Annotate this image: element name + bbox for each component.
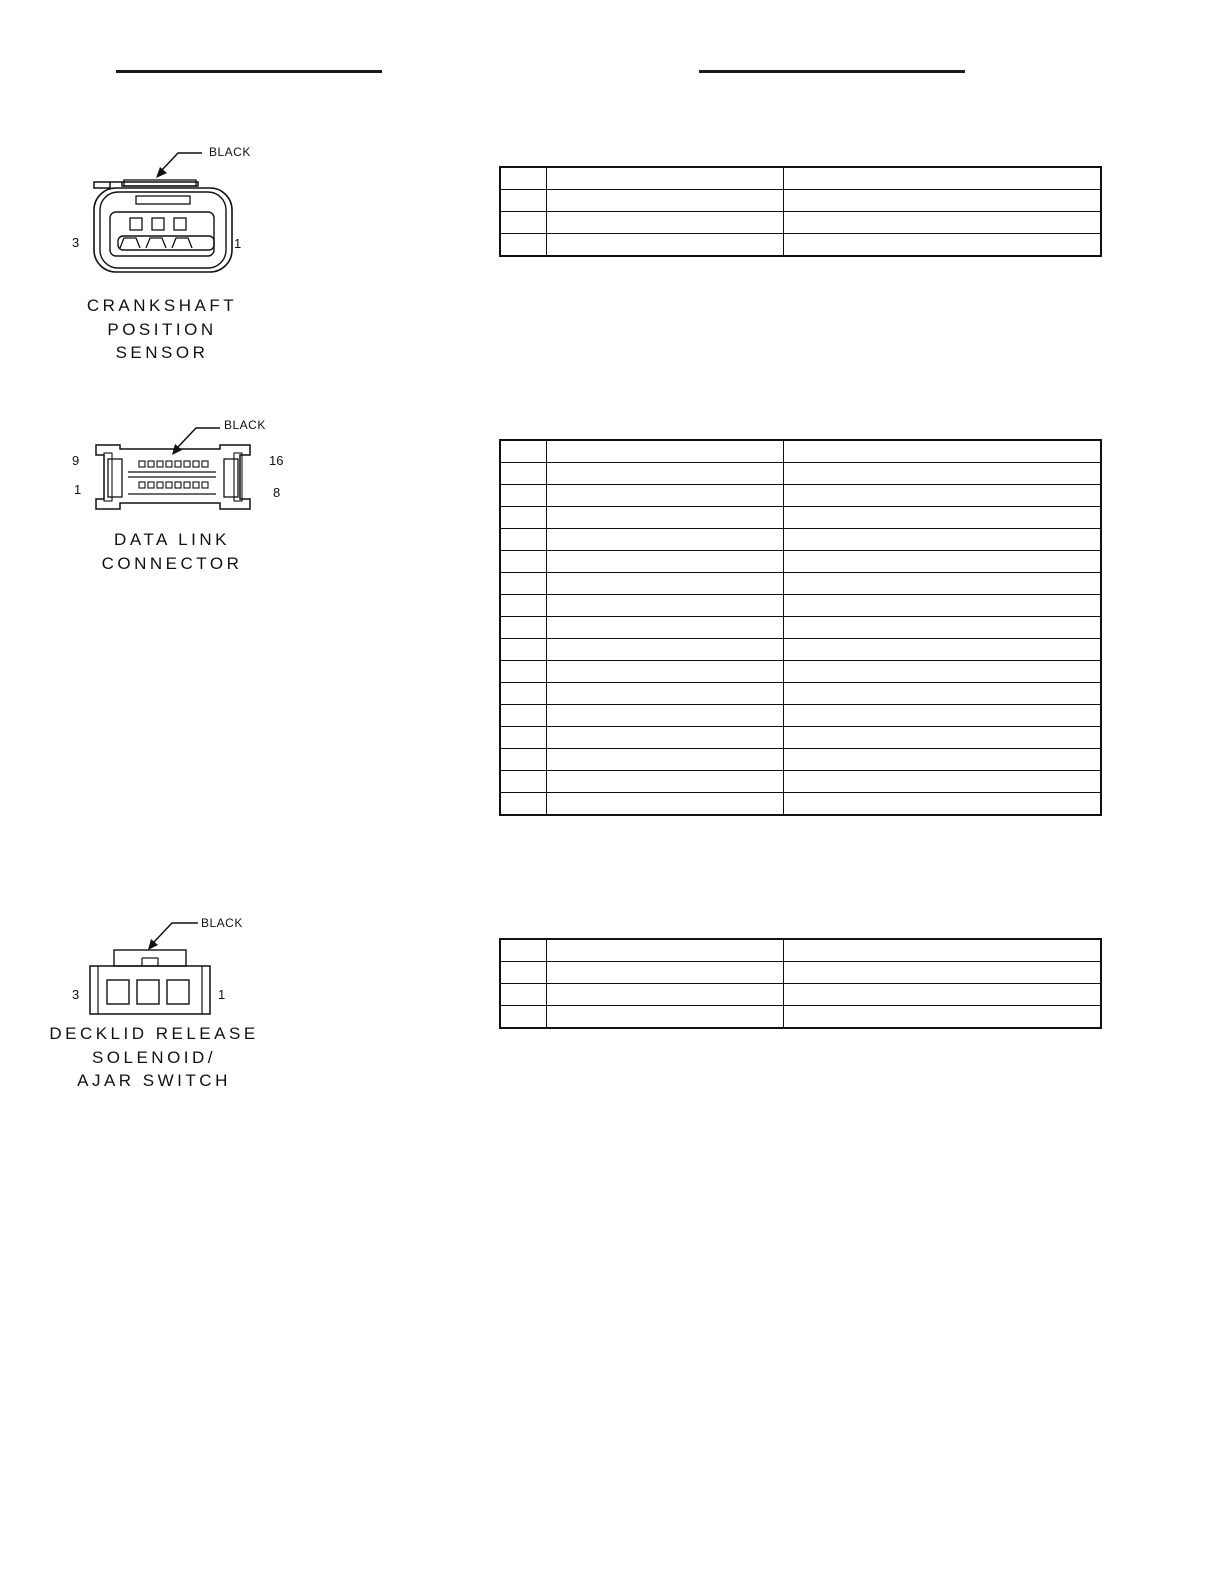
- circuit-cell: [547, 705, 784, 727]
- header-rule-right: [699, 70, 965, 73]
- circuit-cell: [547, 529, 784, 551]
- cavity-cell: [500, 190, 547, 212]
- table-row: [500, 507, 1101, 529]
- cavity-cell: [500, 167, 547, 190]
- circuit-cell: [547, 793, 784, 816]
- pin-number-label: 9: [72, 453, 80, 468]
- header-rule-left: [116, 70, 382, 73]
- circuit-cell: [547, 939, 784, 962]
- cavity-cell: [500, 639, 547, 661]
- pin-number-label: 1: [234, 236, 242, 251]
- table-row: [500, 190, 1101, 212]
- circuit-cell: [547, 639, 784, 661]
- cavity-cell: [500, 212, 547, 234]
- circuit-cell: [547, 440, 784, 463]
- decklid-pinout-table: [499, 938, 1102, 1029]
- function-cell: [784, 939, 1102, 962]
- cavity-cell: [500, 595, 547, 617]
- table-row: [500, 617, 1101, 639]
- table-row: [500, 661, 1101, 683]
- connector-title-line: AJAR SWITCH: [77, 1071, 231, 1090]
- table-row: [500, 793, 1101, 816]
- circuit-cell: [547, 212, 784, 234]
- data-link-pinout-table: [499, 439, 1102, 816]
- connector-title-line: SOLENOID/: [91, 1047, 217, 1067]
- circuit-cell: [547, 1006, 784, 1029]
- circuit-cell: [547, 485, 784, 507]
- cavity-cell: [500, 551, 547, 573]
- table-row: [500, 1006, 1101, 1029]
- pin-number-label: 16: [269, 453, 284, 468]
- function-cell: [784, 507, 1102, 529]
- function-cell: [784, 440, 1102, 463]
- connector-3-pin-oval-drawing: [90, 140, 250, 280]
- cavity-cell: [500, 939, 547, 962]
- table-row: [500, 727, 1101, 749]
- cavity-cell: [500, 440, 547, 463]
- circuit-cell: [547, 507, 784, 529]
- function-cell: [784, 771, 1102, 793]
- crankshaft-pinout-table: [499, 166, 1102, 257]
- function-cell: [784, 793, 1102, 816]
- function-cell: [784, 573, 1102, 595]
- circuit-cell: [547, 661, 784, 683]
- connector-color-label: BLACK: [209, 145, 251, 159]
- circuit-cell: [547, 771, 784, 793]
- connector-title-line: POSITION: [107, 319, 217, 339]
- table-row: [500, 234, 1101, 257]
- circuit-cell: [547, 984, 784, 1006]
- circuit-cell: [547, 683, 784, 705]
- function-cell: [784, 190, 1102, 212]
- connector-title-line: DECKLID RELEASE: [49, 1024, 259, 1043]
- function-cell: [784, 212, 1102, 234]
- connector-title-line: CRANKSHAFT: [86, 296, 238, 315]
- function-cell: [784, 1006, 1102, 1029]
- circuit-cell: [547, 167, 784, 190]
- table-row: [500, 962, 1101, 984]
- cavity-cell: [500, 485, 547, 507]
- circuit-cell: [547, 573, 784, 595]
- crankshaft-position-sensor-diagram: [90, 140, 250, 280]
- function-cell: [784, 234, 1102, 257]
- pin-number-label: 1: [74, 482, 82, 497]
- function-cell: [784, 749, 1102, 771]
- pin-number-label: 3: [72, 987, 80, 1002]
- table-row: [500, 463, 1101, 485]
- table-row: [500, 440, 1101, 463]
- function-cell: [784, 529, 1102, 551]
- function-cell: [784, 551, 1102, 573]
- table-row: [500, 167, 1101, 190]
- circuit-cell: [547, 551, 784, 573]
- cavity-cell: [500, 529, 547, 551]
- function-cell: [784, 984, 1102, 1006]
- cavity-cell: [500, 661, 547, 683]
- function-cell: [784, 463, 1102, 485]
- cavity-cell: [500, 793, 547, 816]
- cavity-cell: [500, 234, 547, 257]
- pin-number-label: 8: [273, 485, 281, 500]
- circuit-cell: [547, 234, 784, 257]
- table-row: [500, 771, 1101, 793]
- circuit-cell: [547, 190, 784, 212]
- cavity-cell: [500, 749, 547, 771]
- cavity-cell: [500, 507, 547, 529]
- circuit-cell: [547, 727, 784, 749]
- pin-number-label: 1: [218, 987, 226, 1002]
- cavity-cell: [500, 962, 547, 984]
- circuit-cell: [547, 962, 784, 984]
- connector-color-label: BLACK: [201, 916, 243, 930]
- table-row: [500, 705, 1101, 727]
- function-cell: [784, 727, 1102, 749]
- cavity-cell: [500, 984, 547, 1006]
- function-cell: [784, 683, 1102, 705]
- function-cell: [784, 617, 1102, 639]
- function-cell: [784, 639, 1102, 661]
- connector-color-label: BLACK: [224, 418, 266, 432]
- table-row: [500, 485, 1101, 507]
- connector-title-line: SENSOR: [115, 343, 209, 362]
- cavity-cell: [500, 463, 547, 485]
- function-cell: [784, 661, 1102, 683]
- function-cell: [784, 962, 1102, 984]
- table-row: [500, 939, 1101, 962]
- table-row: [500, 212, 1101, 234]
- cavity-cell: [500, 727, 547, 749]
- function-cell: [784, 485, 1102, 507]
- function-cell: [784, 167, 1102, 190]
- table-row: [500, 551, 1101, 573]
- pin-number-label: 3: [72, 235, 80, 250]
- cavity-cell: [500, 573, 547, 595]
- circuit-cell: [547, 595, 784, 617]
- cavity-cell: [500, 1006, 547, 1029]
- cavity-cell: [500, 705, 547, 727]
- table-row: [500, 749, 1101, 771]
- table-row: [500, 529, 1101, 551]
- cavity-cell: [500, 771, 547, 793]
- table-row: [500, 639, 1101, 661]
- table-row: [500, 984, 1101, 1006]
- connector-title: [72, 528, 272, 575]
- circuit-cell: [547, 749, 784, 771]
- connector-title: [44, 1022, 264, 1093]
- circuit-cell: [547, 617, 784, 639]
- cavity-cell: [500, 617, 547, 639]
- table-row: [500, 573, 1101, 595]
- function-cell: [784, 705, 1102, 727]
- function-cell: [784, 595, 1102, 617]
- connector-title-line: CONNECTOR: [101, 553, 243, 573]
- connector-title-line: DATA LINK: [114, 530, 230, 549]
- connector-title: [62, 294, 262, 365]
- table-row: [500, 683, 1101, 705]
- table-row: [500, 595, 1101, 617]
- circuit-cell: [547, 463, 784, 485]
- cavity-cell: [500, 683, 547, 705]
